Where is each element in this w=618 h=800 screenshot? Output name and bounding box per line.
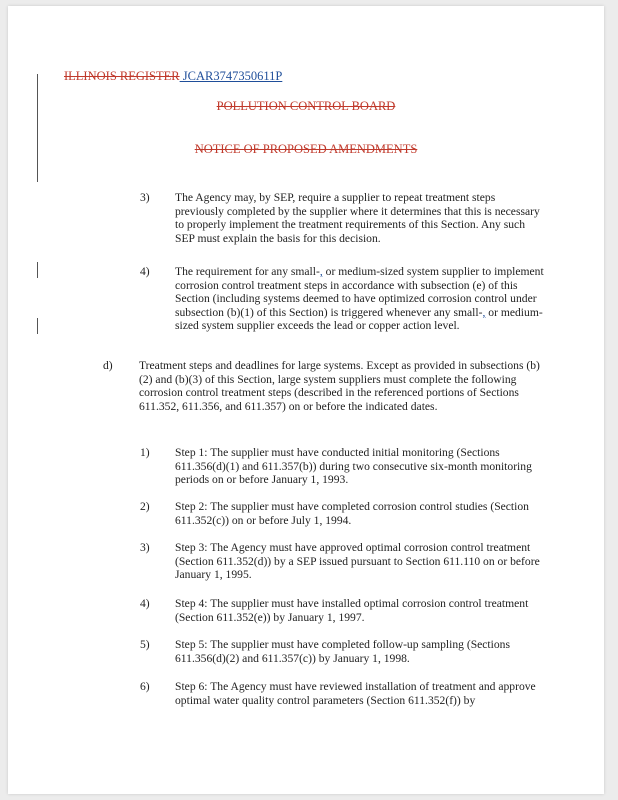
item-number: 3) <box>140 191 150 204</box>
change-bar <box>37 318 38 334</box>
text-segment: The requirement for any small- <box>175 265 320 278</box>
item-number: 3) <box>140 541 150 554</box>
item-number: 5) <box>140 638 150 651</box>
change-bar <box>37 74 38 182</box>
inserted-register-code: JCAR3747350611P <box>179 69 283 83</box>
paragraph-c4 <box>175 265 549 333</box>
paragraph-d: Treatment steps and deadlines for large systems. Except as provided in subsections (b)(2) and (b)(3) of this Section, large system suppliers must complete the following corrosion control treatment steps (described in the referenced portions of Sections 611.352, 611.356, and 611.357) on or before the indicated dates. <box>139 359 540 413</box>
document-page <box>8 6 604 794</box>
item-number: 4) <box>140 597 150 610</box>
register-header <box>64 69 282 84</box>
paragraph-d2: Step 2: The supplier must have completed corrosion control studies (Section 611.352(c)) on or before July 1, 1994. <box>175 500 529 527</box>
item-number: 6) <box>140 680 150 693</box>
change-bar <box>37 262 38 278</box>
text-segment: or medium-sized system supplier to implement corrosion control treatment steps in accordance with subsection (e) of this Section (including systems deemed to have optimized corrosion control under subsection (b)(1) of this Section) is triggered whenever any small- <box>175 265 544 319</box>
item-number: 2) <box>140 500 150 513</box>
struck-register-title: ILLINOIS REGISTER <box>64 69 180 83</box>
paragraph-d5: Step 5: The supplier must have completed follow-up sampling (Sections 611.356(d)(2) and 611.357(c)) by January 1, 1998. <box>175 638 510 665</box>
paragraph-d4: Step 4: The supplier must have installed optimal corrosion control treatment (Section 611.352(e)) by January 1, 1997. <box>175 597 529 624</box>
paragraph-c3: The Agency may, by SEP, require a supplier to repeat treatment steps previously completed by the supplier where it determines that this is necessary to properly implement the treatment requirements of this Section. Any such SEP must explain the basis for this decision. <box>175 191 540 245</box>
item-number: d) <box>103 359 113 372</box>
inserted-comma: , <box>319 265 323 278</box>
paragraph-d3: Step 3: The Agency must have approved optimal corrosion control treatment (Section 611.352(d)) by a SEP issued pursuant to Section 611.110 on or before January 1, 1995. <box>175 541 540 582</box>
paragraph-d1: Step 1: The supplier must have conducted initial monitoring (Sections 611.356(d)(1) and 611.357(b)) during two consecutive six-month monitoring periods on or before January 1, 1993. <box>175 446 532 487</box>
item-number: 4) <box>140 265 150 278</box>
notice-title: NOTICE OF PROPOSED AMENDMENTS <box>194 142 418 156</box>
paragraph-d6: Step 6: The Agency must have reviewed installation of treatment and approve optimal water quality control parameters (Section 611.352(f)) by <box>175 680 536 707</box>
inserted-comma: , <box>482 305 486 319</box>
board-title: POLLUTION CONTROL BOARD <box>216 99 396 113</box>
text-segment: or medium-sized system supplier exceeds the lead or copper action level. <box>175 305 543 333</box>
item-number: 1) <box>140 446 150 459</box>
